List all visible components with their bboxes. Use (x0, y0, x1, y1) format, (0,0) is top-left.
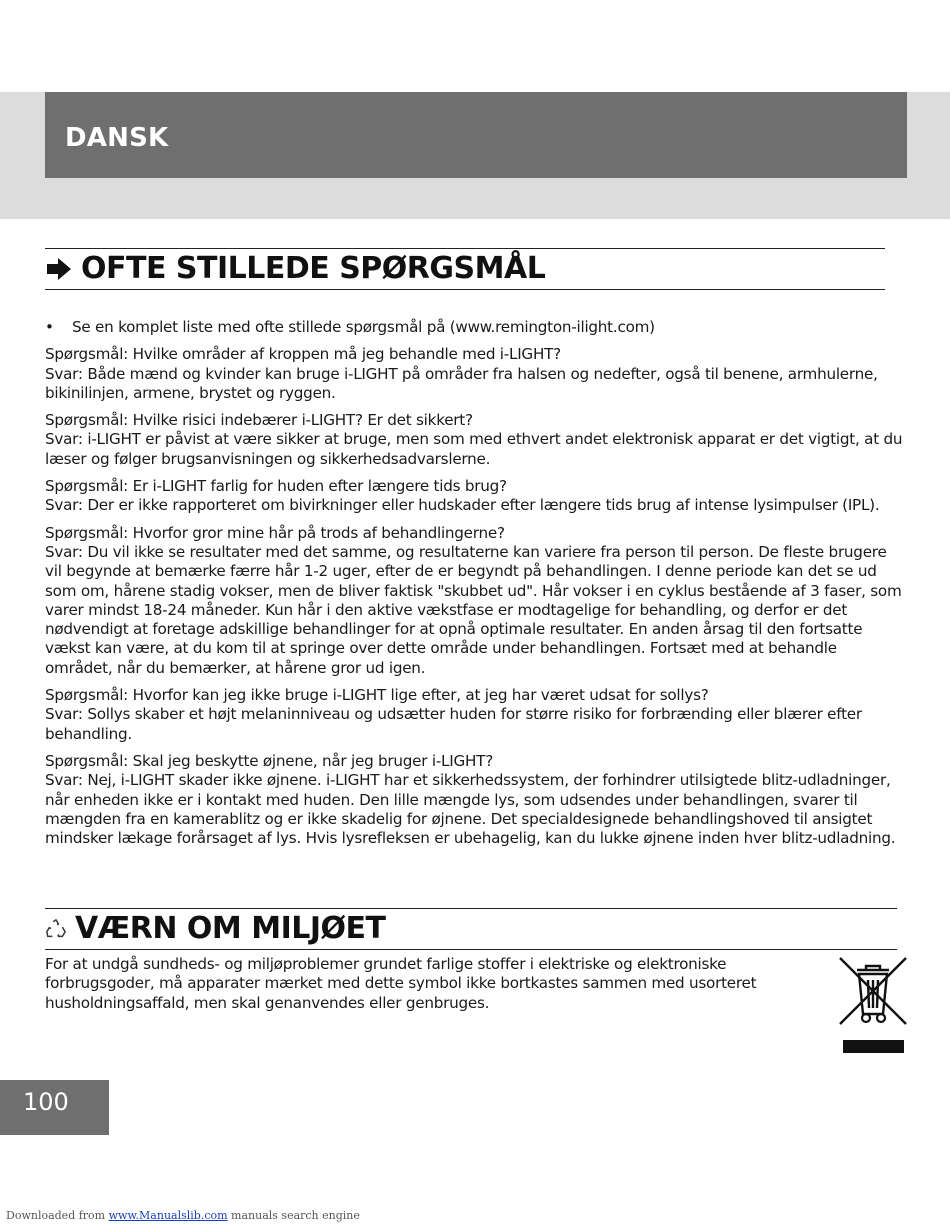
faq-answer: Svar: i-LIGHT er påvist at være sikker at bruge, men som med ethvert andet elektronisk apparat er det vigtigt, at du læser og følger brugsanvisningen og sikkerhedsadvarslerne. (45, 430, 903, 468)
faq-title (45, 249, 885, 289)
language-header (45, 92, 907, 178)
recycle-icon (45, 918, 67, 940)
faq-item (45, 686, 907, 744)
page-number: 100 (23, 1088, 69, 1116)
divider (45, 949, 897, 950)
environment-title (45, 909, 897, 949)
faq-item (45, 345, 907, 403)
faq-link-text: Se en komplet liste med ofte stillede spørgsmål på (www.remington-ilight.com) (72, 318, 655, 336)
faq-item (45, 477, 907, 516)
faq-content (45, 318, 907, 856)
language-title: DANSK (65, 123, 169, 153)
faq-question: Spørgsmål: Hvorfor kan jeg ikke bruge i-LIGHT lige efter, at jeg har været udsat for sollys? (45, 686, 709, 705)
faq-item (45, 411, 907, 469)
faq-answer: Svar: Sollys skaber et højt melaninniveau og udsætter huden for større risiko for forbrænding eller blærer efter behandling. (45, 705, 862, 743)
environment-title-text: VÆRN OM MILJØET (75, 911, 386, 946)
manualslib-link[interactable]: www.Manualslib.com (108, 1209, 228, 1222)
weee-crossed-bin-icon (838, 956, 908, 1056)
page-number-box (0, 1080, 109, 1135)
faq-title-text: OFTE STILLEDE SPØRGSMÅL (81, 251, 546, 286)
environment-text: For at undgå sundheds- og miljøproblemer grundet farlige stoffer i elektriske og elektroniske forbrugsgoder, må apparater mærket med dette symbol ikke bortkastes sammen med usorteret husholdningsaffald, men skal genanvendes eller genbruges. (45, 955, 757, 1012)
faq-answer: Svar: Både mænd og kvinder kan bruge i-LIGHT på områder fra halsen og nedefter, også til benene, armhulerne, bikinilinjen, armene, brystet og ryggen. (45, 364, 878, 402)
footer-suffix: manuals search engine (227, 1209, 360, 1222)
faq-item (45, 752, 907, 848)
arrow-right-icon (45, 257, 73, 281)
divider (45, 289, 885, 290)
faq-item (45, 524, 907, 678)
faq-question: Spørgsmål: Hvorfor gror mine hår på trods af behandlingerne? (45, 523, 505, 542)
footer-prefix: Downloaded from (6, 1209, 109, 1222)
bullet-icon: • (45, 318, 54, 336)
faq-section-heading (45, 248, 885, 290)
faq-answer: Svar: Der er ikke rapporteret om bivirkninger eller hudskader efter længere tids brug af intense lysimpulser (IPL). (45, 496, 880, 515)
faq-answer: Svar: Nej, i-LIGHT skader ikke øjnene. i-LIGHT har et sikkerhedssystem, der forhindrer utilsigtede blitz-udladninger, når enheden ikke er i kontakt med huden. Den lille mængde lys, som udsendes under behandlingen, svarer til mængden fra en kamerablitz og er ikke skadelig for øjnene. Det specialdesignede behandlingshoved til ansigtet mindsker lækage forårsaget af lys. Hvis lysrefleksen er ubehagelig, kan du lukke øjnene inden hver blitz-udladning. (45, 771, 896, 848)
footer-note (6, 1209, 360, 1222)
list-item (45, 318, 907, 337)
faq-question: Spørgsmål: Er i-LIGHT farlig for huden efter længere tids brug? (45, 477, 507, 496)
faq-answer: Svar: Du vil ikke se resultater med det samme, og resultaterne kan variere fra person til person. De fleste brugere vil begynde at bemærke færre hår 1-2 uger, efter de er begyndt på behandlingen. I denne periode kan det se ud som om, hårene stadig vokser, men de bliver faktisk "skubbet ud". Hår vokser i en cyklus bestående af 3 faser, som varer mindst 18-24 måneder. Kun hår i den aktive vækstfase er modtagelige for behandling, og derfor er det nødvendigt at foretage adskillige behandlinger for at opnå optimale resultater. En anden årsag til den fortsatte vækst kan være, at du kom til at springe over dette område under behandlingen. Fortsæt med at behandle området, når du bemærker, at hårene gror ud igen. (45, 542, 902, 677)
faq-question: Spørgsmål: Hvilke risici indebærer i-LIGHT? Er det sikkert? (45, 411, 473, 430)
faq-question: Spørgsmål: Skal jeg beskytte øjnene, når jeg bruger i-LIGHT? (45, 751, 494, 770)
environment-section-heading (45, 908, 897, 950)
faq-question: Spørgsmål: Hvilke områder af kroppen må jeg behandle med i-LIGHT? (45, 345, 561, 364)
